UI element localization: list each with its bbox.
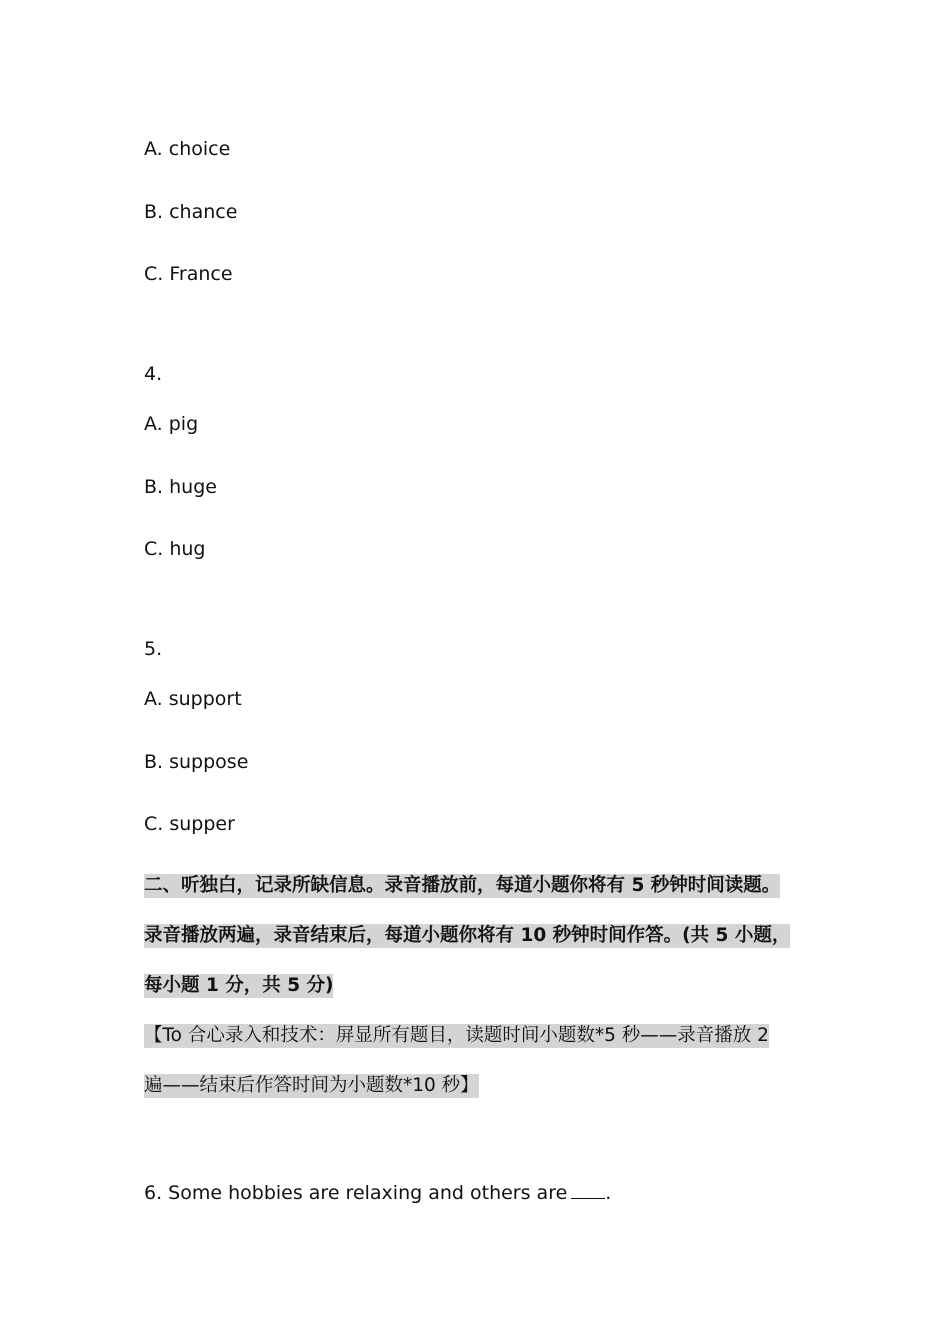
q5-option-a: A. support xyxy=(144,688,242,710)
q5-option-b: B. suppose xyxy=(144,751,249,773)
section2-instruction-line3: 每小题 1 分，共 5 分) xyxy=(144,975,334,996)
q4-option-b: B. huge xyxy=(144,476,217,498)
section2-instruction-line1: 二、听独白，记录所缺信息。录音播放前，每道小题你将有 5 秒钟时间读题。 xyxy=(144,875,781,896)
q3-option-b: B. chance xyxy=(144,201,238,223)
q4-option-a: A. pig xyxy=(144,413,199,435)
q6-question xyxy=(144,1180,611,1205)
q5-number: 5. xyxy=(144,638,163,660)
q6-end: . xyxy=(605,1182,612,1204)
q6-text: 6. Some hobbies are relaxing and others are xyxy=(144,1182,568,1204)
q6-answer-blank xyxy=(571,1180,605,1199)
q3-option-c: C. France xyxy=(144,263,233,285)
q5-option-c: C. supper xyxy=(144,813,235,835)
section2-instruction-line2: 录音播放两遍，录音结束后，每道小题你将有 10 秒钟时间作答。(共 5 小题， xyxy=(144,925,791,946)
q4-option-c: C. hug xyxy=(144,538,206,560)
section2-note-line1: 【To 合心录入和技术：屏显所有题目，读题时间小题数*5 秒——录音播放 2 xyxy=(144,1025,769,1046)
q3-option-a: A. choice xyxy=(144,138,231,160)
section2-note-line2: 遍——结束后作答时间为小题数*10 秒】 xyxy=(144,1075,479,1096)
q4-number: 4. xyxy=(144,363,163,385)
